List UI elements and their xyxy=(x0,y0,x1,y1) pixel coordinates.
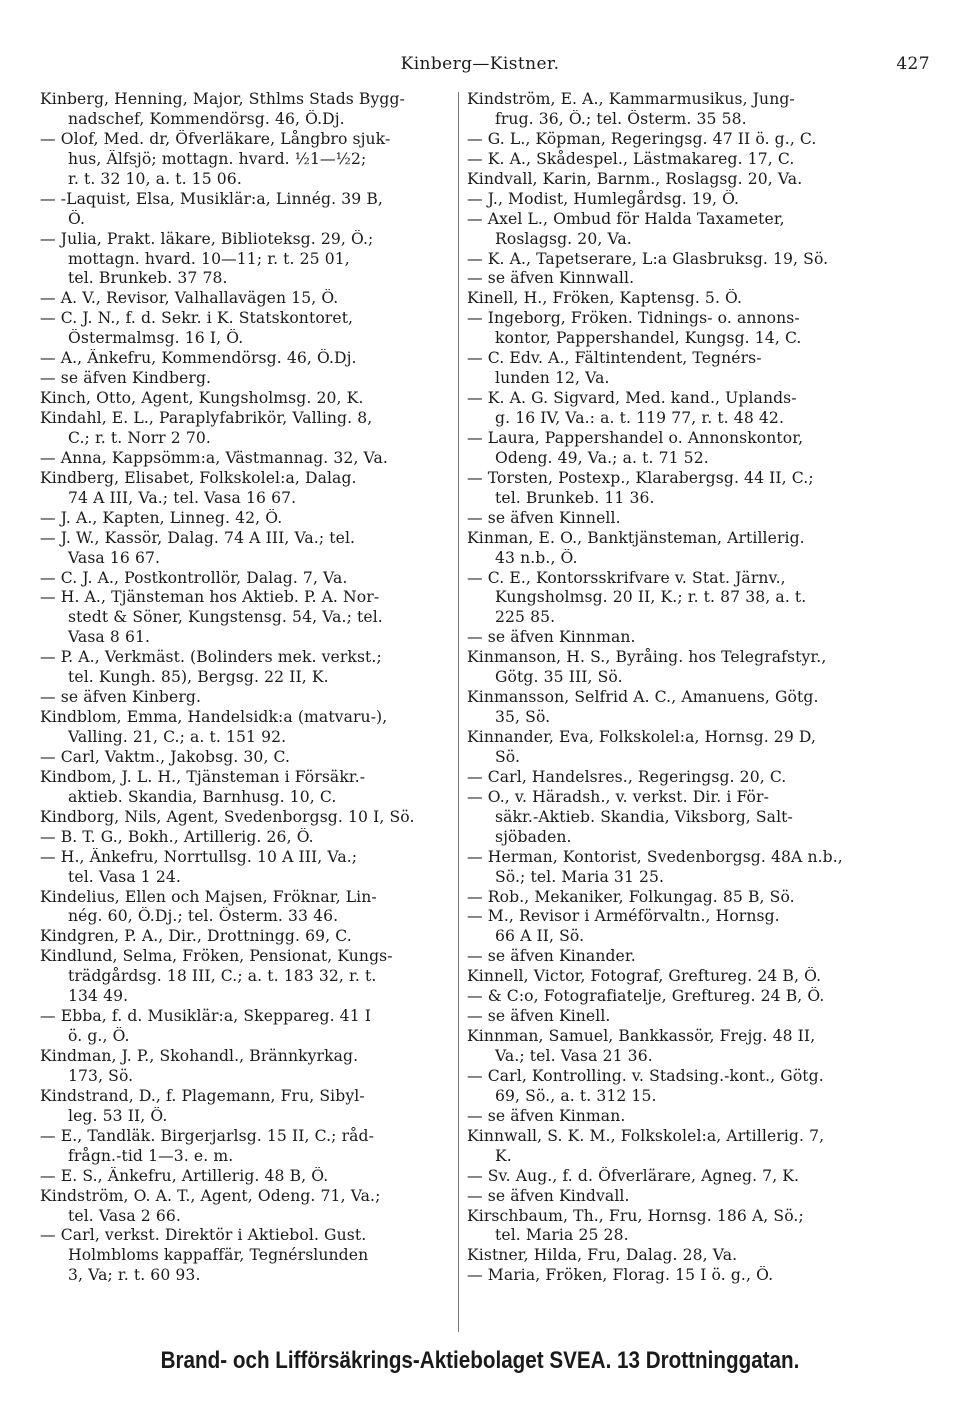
footer-advertisement: Brand- och Lifförsäkrings-Aktiebolaget SVEA. 13 Drottninggatan. xyxy=(160,1347,800,1374)
directory-line: Kindstrand, D., f. Plagemann, Fru, Sibyl- xyxy=(40,1086,365,1105)
directory-line: tel. Brunkeb. 37 78. xyxy=(68,269,228,288)
directory-line: 43 n.b., Ö. xyxy=(495,548,578,567)
directory-line: tel. Brunkeb. 11 36. xyxy=(495,488,655,507)
directory-line: säkr.-Aktieb. Skandia, Viksborg, Salt- xyxy=(495,807,793,826)
directory-line: — se äfven Kinnman. xyxy=(467,628,636,647)
directory-line: — Torsten, Postexp., Klarabergsg. 44 II, C.; xyxy=(467,468,814,487)
directory-line: — C. J. N., f. d. Sekr. i K. Statskontoret, xyxy=(40,309,354,328)
column-divider xyxy=(458,92,459,1332)
directory-line: — O., v. Häradsh., v. verkst. Dir. i För- xyxy=(467,787,769,806)
directory-line: Kinnwall, S. K. M., Folkskolel:a, Artillerig. 7, xyxy=(467,1126,825,1145)
directory-line: Kindblom, Emma, Handelsidk:a (matvaru-), xyxy=(40,708,388,727)
directory-line: — se äfven Kindberg. xyxy=(40,369,212,388)
directory-line: kontor, Pappershandel, Kungsg. 14, C. xyxy=(495,329,802,348)
directory-line: Ö. xyxy=(68,209,86,228)
directory-line: Sö.; tel. Maria 31 25. xyxy=(495,867,665,886)
directory-line: aktieb. Skandia, Barnhusg. 10, C. xyxy=(68,787,337,806)
directory-line: — Ingeborg, Fröken. Tidnings- o. annons- xyxy=(467,309,800,328)
left-column xyxy=(40,90,468,1286)
directory-line: — C. E., Kontorsskrifvare v. Stat. Järnv., xyxy=(467,568,786,587)
directory-line: Kinberg, Henning, Major, Sthlms Stads Bygg- xyxy=(40,90,405,108)
directory-line: — K. A. G. Sigvard, Med. kand., Uplands- xyxy=(467,389,797,408)
directory-line: Kindström, E. A., Kammarmusikus, Jung- xyxy=(467,90,795,108)
directory-line: — H. A., Tjänsteman hos Aktieb. P. A. Nor- xyxy=(40,588,380,607)
directory-line: — J. A., Kapten, Linneg. 42, Ö. xyxy=(40,508,283,527)
directory-line: r. t. 32 10, a. t. 15 06. xyxy=(68,169,242,188)
directory-line: g. 16 IV, Va.: a. t. 119 77, r. t. 48 42. xyxy=(495,409,784,427)
directory-line: Kindström, O. A. T., Agent, Odeng. 71, Va.; xyxy=(40,1186,381,1205)
directory-line: — M., Revisor i Arméförvaltn., Hornsg. xyxy=(467,907,780,926)
directory-line: lunden 12, Va. xyxy=(495,369,610,388)
directory-line: Kungsholmsg. 20 II, K.; r. t. 87 38, a. t. xyxy=(495,588,807,607)
directory-line: — Herman, Kontorist, Svedenborgsg. 48A n.b., xyxy=(467,847,843,866)
directory-line: 173, Sö. xyxy=(68,1066,134,1085)
directory-line: mottagn. hvard. 10—11; r. t. 25 01, xyxy=(68,249,350,268)
directory-line: Kinmanson, H. S., Byråing. hos Telegrafstyr., xyxy=(467,648,827,667)
directory-line: Kindman, J. P., Skohandl., Brännkyrkag. xyxy=(40,1047,359,1065)
directory-line: Vasa 16 67. xyxy=(68,548,161,567)
directory-line: tel. Kungh. 85), Bergsg. 22 II, K. xyxy=(68,668,329,687)
directory-line: frågn.-tid 1—3. e. m. xyxy=(68,1146,234,1165)
directory-line: 3, Va; r. t. 60 93. xyxy=(68,1266,201,1285)
directory-line: Kinch, Otto, Agent, Kungsholmsg. 20, K. xyxy=(40,389,364,408)
directory-line: Kinnman, Samuel, Bankkassör, Frejg. 48 II, xyxy=(467,1027,816,1046)
directory-line: — Anna, Kappsömm:a, Västmannag. 32, Va. xyxy=(40,448,388,467)
directory-line: Kindahl, E. L., Paraplyfabrikör, Valling. 8, xyxy=(40,409,373,427)
directory-line: — Carl, Kontrolling. v. Stadsing.-kont., Götg. xyxy=(467,1066,824,1085)
directory-line: — B. T. G., Bokh., Artillerig. 26, Ö. xyxy=(40,827,314,846)
directory-line: nadschef, Kommendörsg. 46, Ö.Dj. xyxy=(68,109,345,128)
directory-line: Roslagsg. 20, Va. xyxy=(495,229,632,248)
directory-line: tel. Vasa 2 66. xyxy=(68,1206,181,1225)
directory-line: Kinell, H., Fröken, Kaptensg. 5. Ö. xyxy=(467,289,743,308)
directory-line: leg. 53 II, Ö. xyxy=(68,1106,168,1125)
directory-line: Kinnell, Victor, Fotograf, Greftureg. 24 B, Ö. xyxy=(467,967,822,986)
directory-line: — se äfven Kinberg. xyxy=(40,688,202,707)
directory-line: Kindborg, Nils, Agent, Svedenborgsg. 10 I, Sö. xyxy=(40,807,415,826)
directory-line: nég. 60, Ö.Dj.; tel. Österm. 33 46. xyxy=(68,907,339,926)
directory-line: — Carl, Handelsres., Regeringsg. 20, C. xyxy=(467,767,787,786)
directory-line: — Maria, Fröken, Florag. 15 I ö. g., Ö. xyxy=(467,1266,774,1285)
page-header xyxy=(30,54,930,82)
directory-line: — A., Änkefru, Kommendörsg. 46, Ö.Dj. xyxy=(40,349,357,368)
directory-line: — C. Edv. A., Fältintendent, Tegnérs- xyxy=(467,349,762,368)
directory-line: Kinnander, Eva, Folkskolel:a, Hornsg. 29 D, xyxy=(467,728,817,746)
directory-line: Odeng. 49, Va.; a. t. 71 52. xyxy=(495,448,709,467)
right-column xyxy=(467,90,895,1286)
directory-line: — se äfven Kindvall. xyxy=(467,1186,630,1205)
directory-line: 66 A II, Sö. xyxy=(495,927,585,946)
directory-line: — C. J. A., Postkontrollör, Dalag. 7, Va. xyxy=(40,568,348,587)
directory-line: — se äfven Kinnell. xyxy=(467,508,621,527)
directory-line: Valling. 21, C.; a. t. 151 92. xyxy=(68,728,287,746)
directory-line: — Rob., Mekaniker, Folkungag. 85 B, Sö. xyxy=(467,887,795,906)
directory-line: Kinman, E. O., Banktjänsteman, Artillerig. xyxy=(467,528,805,547)
directory-line: — K. A., Skådespel., Lästmakareg. 17, C. xyxy=(467,149,795,168)
directory-line: — Laura, Pappershandel o. Annonskontor, xyxy=(467,428,804,447)
directory-line: — Julia, Prakt. läkare, Biblioteksg. 29, Ö.; xyxy=(40,229,374,248)
directory-line: — Olof, Med. dr, Öfverläkare, Långbro sjuk- xyxy=(40,129,391,148)
directory-line: Östermalmsg. 16 I, Ö. xyxy=(68,329,244,348)
directory-line: Kindvall, Karin, Barnm., Roslagsg. 20, Va. xyxy=(467,169,803,188)
directory-line: tel. Vasa 1 24. xyxy=(68,867,181,886)
directory-line: 69, Sö., a. t. 312 15. xyxy=(495,1086,657,1105)
directory-line: — Carl, Vaktm., Jakobsg. 30, C. xyxy=(40,747,291,766)
directory-line: — Axel L., Ombud för Halda Taxameter, xyxy=(467,209,785,228)
directory-line: — se äfven Kinman. xyxy=(467,1106,626,1125)
directory-line: Götg. 35 III, Sö. xyxy=(495,668,623,687)
directory-line: — & C:o, Fotografiatelje, Greftureg. 24 B, Ö. xyxy=(467,987,825,1006)
directory-line: Kindlund, Selma, Fröken, Pensionat, Kungs- xyxy=(40,947,393,966)
directory-line: — J., Modist, Humlegårdsg. 19, Ö. xyxy=(467,189,740,208)
directory-line: — E., Tandläk. Birgerjarlsg. 15 II, C.; råd- xyxy=(40,1126,374,1145)
directory-line: — se äfven Kinnwall. xyxy=(467,269,635,288)
directory-line: Kinmansson, Selfrid A. C., Amanuens, Götg. xyxy=(467,688,819,707)
directory-line: Kindbom, J. L. H., Tjänsteman i Försäkr.- xyxy=(40,767,366,786)
directory-line: Kirschbaum, Th., Fru, Hornsg. 186 A, Sö.; xyxy=(467,1206,804,1225)
page-number: 427 xyxy=(896,54,930,74)
directory-line: Vasa 8 61. xyxy=(68,628,151,647)
directory-line: C.; r. t. Norr 2 70. xyxy=(68,428,211,447)
directory-line: 225 85. xyxy=(495,608,556,627)
directory-line: Kindelius, Ellen och Majsen, Fröknar, Lin- xyxy=(40,887,377,906)
directory-line: — -Laquist, Elsa, Musiklär:a, Linnég. 39 B, xyxy=(40,189,383,208)
directory-line: Holmbloms kappaffär, Tegnérslunden xyxy=(68,1246,369,1265)
directory-line: — Carl, verkst. Direktör i Aktiebol. Gust. xyxy=(40,1226,367,1245)
directory-line: Va.; tel. Vasa 21 36. xyxy=(495,1047,653,1065)
directory-line: — K. A., Tapetserare, L:a Glasbruksg. 19, Sö. xyxy=(467,249,829,268)
directory-line: — se äfven Kinander. xyxy=(467,947,636,966)
directory-line: — G. L., Köpman, Regeringsg. 47 II ö. g., C. xyxy=(467,129,817,148)
directory-line: stedt & Söner, Kungstensg. 54, Va.; tel. xyxy=(68,608,383,627)
directory-line: — Ebba, f. d. Musiklär:a, Skeppareg. 41 I xyxy=(40,1007,372,1026)
directory-line: — E. S., Änkefru, Artillerig. 48 B, Ö. xyxy=(40,1166,329,1185)
directory-line: 74 A III, Va.; tel. Vasa 16 67. xyxy=(68,488,297,507)
directory-line: Kistner, Hilda, Fru, Dalag. 28, Va. xyxy=(467,1246,738,1265)
directory-line: ö. g., Ö. xyxy=(68,1027,130,1046)
directory-line: — P. A., Verkmäst. (Bolinders mek. verkst.; xyxy=(40,648,382,667)
directory-line: trädgårdsg. 18 III, C.; a. t. 183 32, r. t. xyxy=(68,967,377,986)
directory-line: — Sv. Aug., f. d. Öfverlärare, Agneg. 7, K. xyxy=(467,1166,800,1185)
directory-line: 35, Sö. xyxy=(495,708,551,727)
directory-line: frug. 36, Ö.; tel. Österm. 35 58. xyxy=(495,109,747,128)
directory-line: sjöbaden. xyxy=(495,827,572,846)
directory-line: K. xyxy=(495,1146,512,1165)
directory-line: — H., Änkefru, Norrtullsg. 10 A III, Va.; xyxy=(40,847,358,866)
running-title: Kinberg—Kistner. xyxy=(400,54,560,74)
directory-line: Kindberg, Elisabet, Folkskolel:a, Dalag. xyxy=(40,468,357,487)
directory-line: Sö. xyxy=(495,747,521,766)
directory-line: — J. W., Kassör, Dalag. 74 A III, Va.; tel. xyxy=(40,528,356,547)
directory-line: — A. V., Revisor, Valhallavägen 15, Ö. xyxy=(40,289,339,308)
directory-line: — se äfven Kinell. xyxy=(467,1007,611,1026)
directory-line: Kindgren, P. A., Dir., Drottningg. 69, C. xyxy=(40,927,352,946)
directory-line: tel. Maria 25 28. xyxy=(495,1226,629,1245)
directory-line: 134 49. xyxy=(68,987,129,1006)
directory-line: hus, Älfsjö; mottagn. hvard. ½1—½2; xyxy=(68,149,367,168)
